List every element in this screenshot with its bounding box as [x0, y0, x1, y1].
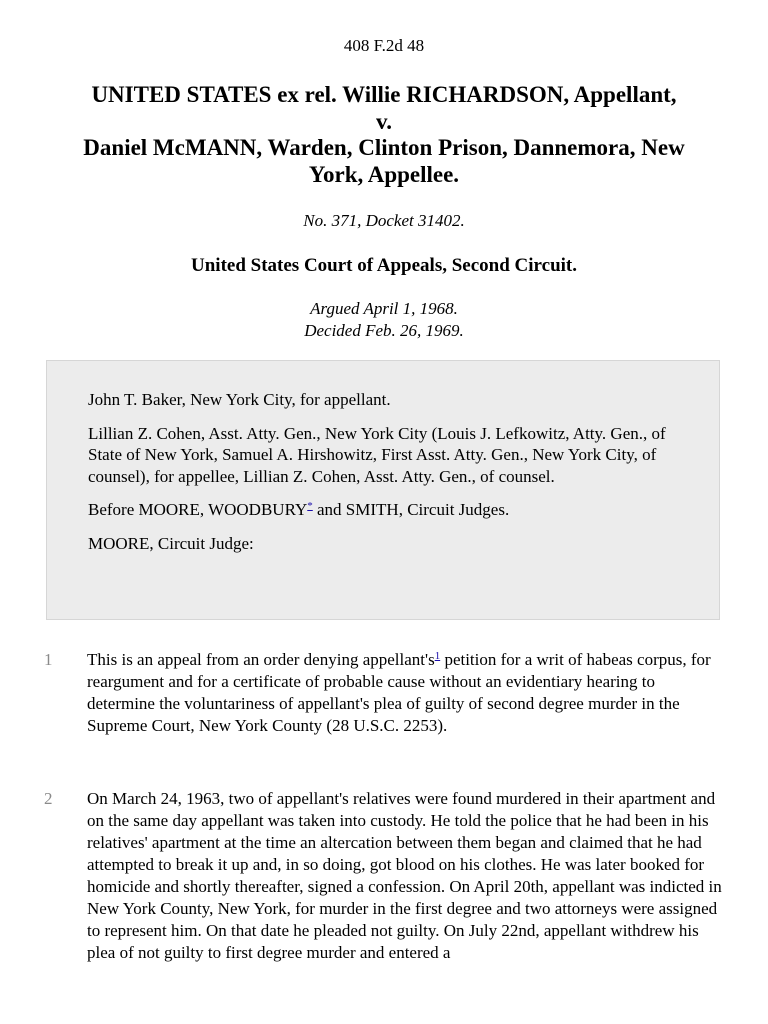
- case-title-versus: v.: [376, 108, 392, 134]
- panel-judges: [88, 499, 679, 521]
- footnote-star-link[interactable]: *: [307, 500, 313, 512]
- opinion-author: MOORE, Circuit Judge:: [88, 533, 254, 553]
- case-title-appellee-cont: York, Appellee.: [308, 161, 460, 187]
- paragraph-number: 1: [44, 650, 53, 669]
- case-title-appellee: Daniel McMANN, Warden, Clinton Prison, Dannemora, New: [83, 135, 685, 160]
- panel-judges-suffix: and SMITH, Circuit Judges.: [312, 500, 510, 519]
- paragraph-text: [87, 649, 723, 737]
- docket-number: No. 371, Docket 31402.: [303, 211, 465, 230]
- paragraph-text-start: This is an appeal from an order denying appellant's: [87, 650, 435, 669]
- paragraph-text: On March 24, 1963, two of appellant's relatives were found murdered in their apartment and on the same day appellant was taken into custody. He told the police that he had been in his relatives' apartment at the time an altercation between them began and claimed that he had attempted to break it up and, in so doing, got blood on his clothes. He was later booked for homicide and shortly thereafter, signed a confession. On April 20th, appellant was indicted in New York County, New York, for murder in the first degree and two attorneys were assigned to represent him. On that date he pleaded not guilty. On July 22nd, appellant withdrew his plea of not guilty to first degree murder and entered a: [87, 789, 722, 962]
- court-name: United States Court of Appeals, Second Circuit.: [191, 255, 577, 276]
- case-title-appellant: UNITED STATES ex rel. Willie RICHARDSON, Appellant,: [91, 82, 677, 107]
- paragraph-number: 2: [44, 789, 53, 808]
- footnote-1-link[interactable]: 1: [434, 650, 441, 662]
- decided-date: Decided Feb. 26, 1969.: [304, 321, 464, 340]
- paragraph-text-rest: petition for a writ of habeas corpus, for reargument and for a certificate of probable cause without an evidentiary hearing to determine the voluntariness of appellant's plea of guilty of second degree murder in the Supreme Court, New York County (28 U.S.C. 2253).: [87, 650, 711, 735]
- argued-date: Argued April 1, 1968.: [310, 299, 458, 318]
- case-title: [40, 82, 728, 188]
- appellee-counsel: Lillian Z. Cohen, Asst. Atty. Gen., New York City (Louis J. Lefkowitz, Atty. Gen., of State of New York, Samuel A. Hirshowitz, First Asst. Atty. Gen., New York City, of counsel), for appellee, Lillian Z. Cohen, Asst. Atty. Gen., of counsel.: [88, 423, 666, 486]
- panel-judges-prefix: Before MOORE, WOODBURY: [88, 500, 308, 519]
- case-dates: [0, 298, 768, 342]
- counsel-box: [46, 360, 720, 620]
- appellant-counsel: John T. Baker, New York City, for appellant.: [88, 390, 391, 409]
- case-citation: 408 F.2d 48: [343, 36, 425, 55]
